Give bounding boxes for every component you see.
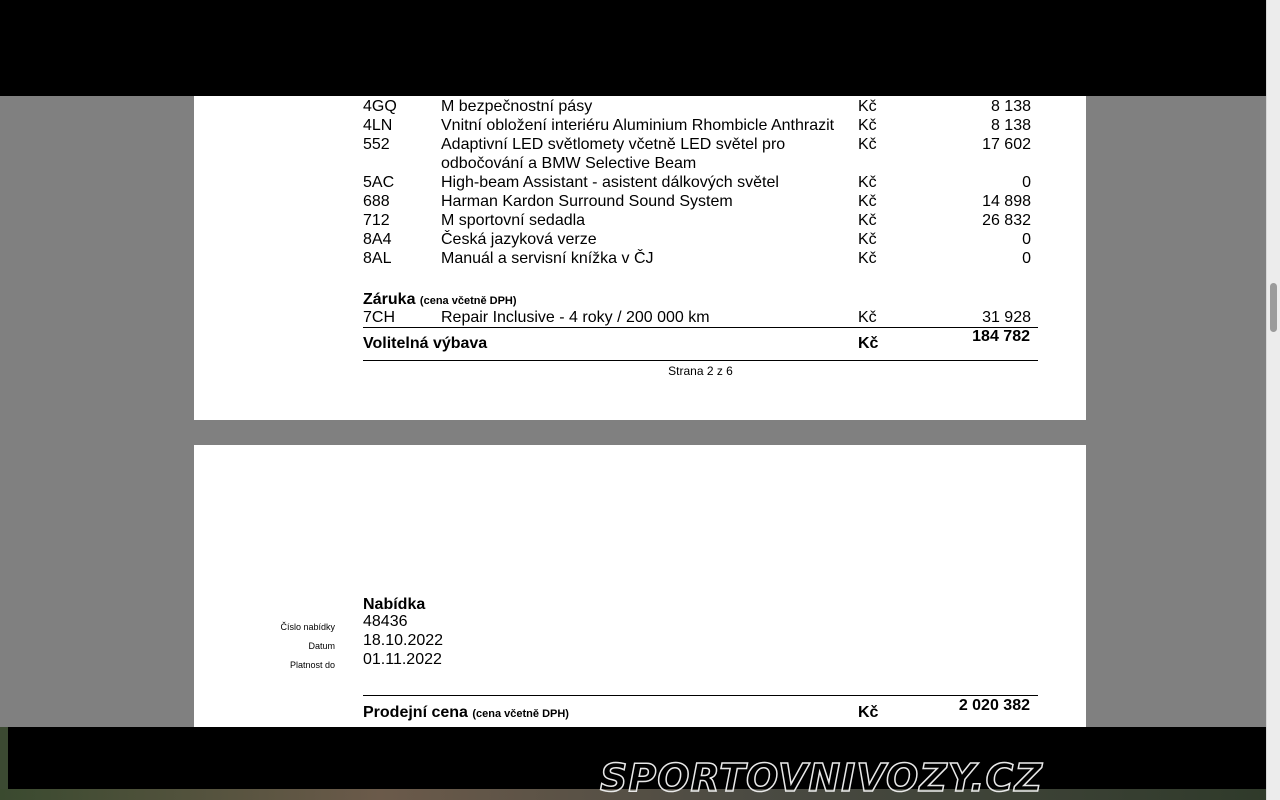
divider (363, 360, 1038, 361)
option-description: Adaptivní LED světlomety včetně LED světel pro odbočování a BMW Selective Beam (441, 136, 786, 172)
sale-price-note: (cena včetně DPH) (472, 708, 569, 720)
option-description: M bezpečnostní pásy (441, 98, 593, 115)
warranty-note: (cena včetně DPH) (419, 295, 517, 307)
option-price: 0 (1022, 231, 1031, 248)
option-description: Vnitní obložení interiéru Aluminium Rhombicle Anthrazit (441, 117, 835, 134)
option-code: 688 (363, 193, 390, 210)
equipment-row (363, 97, 1039, 116)
equipment-row (363, 211, 1039, 230)
offer-number: 48436 (363, 613, 408, 630)
option-description: Harman Kardon Surround Sound System (441, 193, 733, 210)
optional-total-label: Volitelná výbava (363, 335, 488, 352)
option-price: 26 832 (982, 212, 1031, 229)
sale-price-heading (363, 704, 569, 722)
equipment-row (363, 249, 1039, 268)
currency: Kč (858, 117, 877, 134)
page-number: Strana 2 z 6 (668, 364, 733, 378)
top-black-bar (0, 0, 1266, 96)
currency: Kč (858, 309, 877, 326)
option-price: 17 602 (982, 136, 1031, 153)
option-code: 4GQ (363, 98, 397, 115)
optional-total-price: 184 782 (972, 328, 1030, 345)
divider (363, 695, 1038, 696)
watermark-logo: SPORTOVNIVOZY.CZ (600, 756, 1043, 800)
option-code: 5AC (363, 174, 395, 191)
currency: Kč (858, 98, 877, 115)
option-description: Česká jazyková verze (441, 231, 597, 248)
option-price: 31 928 (982, 309, 1031, 326)
divider (363, 327, 1038, 328)
document-page-2 (194, 96, 1086, 420)
option-code: 4LN (363, 117, 393, 134)
currency: Kč (858, 231, 877, 248)
option-description: Repair Inclusive - 4 roky / 200 000 km (441, 309, 710, 326)
sale-price-value: 2 020 382 (958, 697, 1030, 714)
warranty-row (363, 308, 1039, 327)
option-code: 8AL (363, 250, 392, 267)
currency: Kč (858, 174, 877, 191)
option-code: 712 (363, 212, 390, 229)
offer-valid: 01.11.2022 (363, 651, 442, 668)
option-price: 0 (1022, 250, 1031, 267)
offer-date-label: Datum (308, 641, 335, 651)
option-code: 552 (363, 136, 390, 153)
option-price: 8 138 (990, 117, 1031, 134)
scrollbar-track[interactable] (1266, 0, 1280, 800)
option-description: High-beam Assistant - asistent dálkových světel (441, 174, 779, 191)
currency: Kč (858, 250, 877, 267)
sale-price-currency: Kč (858, 704, 879, 721)
sale-price-label: Prodejní cena (363, 704, 468, 721)
option-code: 7CH (363, 309, 396, 326)
option-description: M sportovní sedadla (441, 212, 586, 229)
equipment-row (363, 116, 1039, 135)
currency: Kč (858, 193, 877, 210)
offer-valid-label: Platnost do (289, 660, 335, 670)
optional-total-currency: Kč (858, 335, 879, 352)
warranty-title: Záruka (363, 291, 416, 308)
equipment-row (363, 173, 1039, 192)
option-code: 8A4 (363, 231, 392, 248)
document-page-3 (194, 445, 1086, 745)
equipment-row (363, 230, 1039, 249)
option-price: 8 138 (990, 98, 1031, 115)
option-description: Manuál a servisní knížka v ČJ (441, 250, 654, 267)
equipment-row (363, 192, 1039, 211)
currency: Kč (858, 212, 877, 229)
equipment-row (363, 135, 1039, 173)
currency: Kč (858, 136, 877, 153)
offer-title: Nabídka (363, 596, 426, 613)
offer-number-label: Číslo nabídky (280, 622, 335, 632)
option-price: 14 898 (982, 193, 1031, 210)
scrollbar-thumb[interactable] (1270, 283, 1277, 332)
offer-date: 18.10.2022 (363, 632, 444, 649)
option-price: 0 (1022, 174, 1031, 191)
